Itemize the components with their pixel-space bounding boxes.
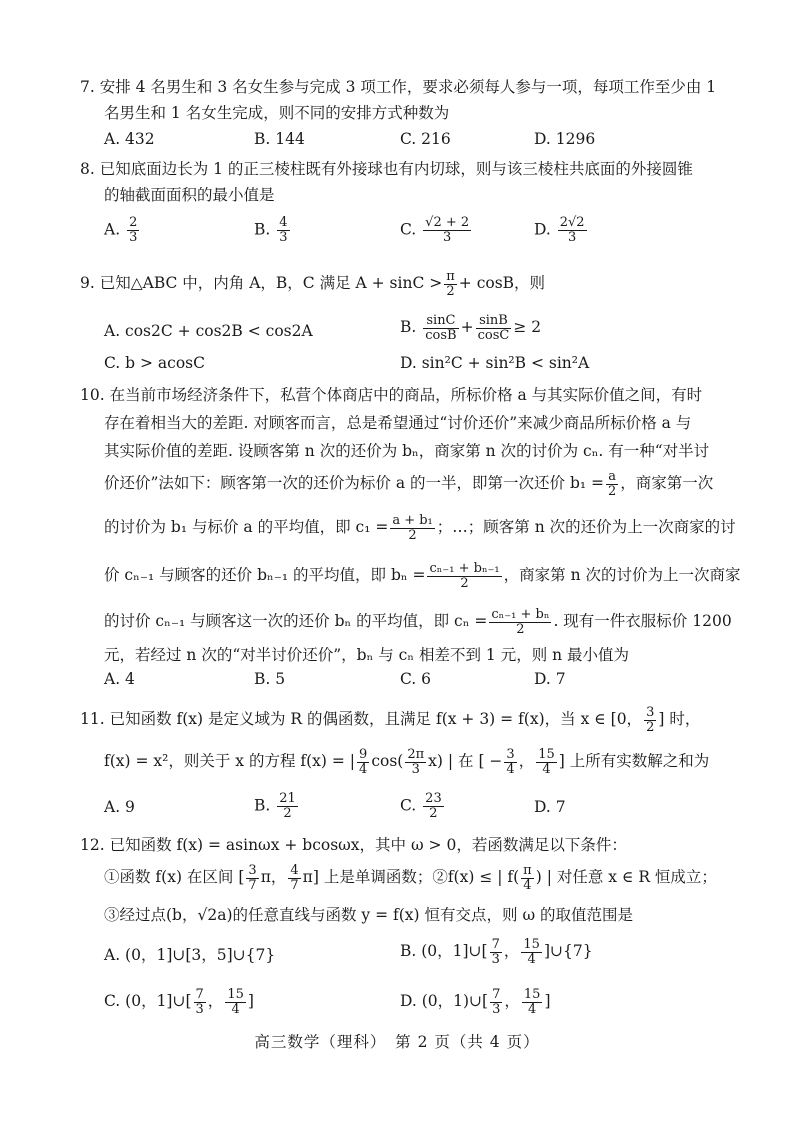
q11-option-b-num: 21 [279, 791, 296, 806]
q11-line2-frac1 [357, 748, 369, 777]
q11-line1-part1: 11. 已知函数 f(x) 是定义域为 R 的偶函数，且满足 f(x + 3) = f(x)，当 x ∈ [0， [80, 710, 643, 728]
q8-option-b-label: B. [254, 220, 271, 239]
q11-line2-frac2 [405, 748, 426, 777]
q10-line5-num: a + b₁ [392, 512, 433, 528]
q11-option-b-fraction [277, 792, 298, 821]
q8-option-a-num: 2 [129, 215, 138, 230]
q12-option-d-d2: 4 [528, 1001, 537, 1017]
q11-line1-fraction [644, 706, 656, 735]
q10-line5-den: 2 [408, 527, 417, 543]
q11-line1-den: 2 [646, 719, 655, 735]
q9-option-b-label: B. [400, 318, 417, 336]
q11-option-c-label: C. [400, 796, 417, 815]
q12-option-c-n2: 15 [227, 986, 244, 1002]
q10-line4-num: a [606, 470, 618, 485]
q11-line2-part5: ] 上所有实数解之和为 [558, 752, 710, 770]
q12-option-b-part1: B. (0，1]∪[ [400, 942, 488, 960]
q8-option-d [534, 216, 589, 245]
q10-line2: 存在着相当大的差距. 对顾客而言，总是希望通过“讨价还价”来减少商品所标价格 a 与 [104, 414, 692, 432]
q11-line2-n2: 2π [407, 746, 425, 762]
q12-option-a: A. (0，1]∪[3，5]∪{7} [104, 946, 276, 964]
q11-option-b-label: B. [254, 796, 271, 815]
q12-line2-frac2 [288, 864, 300, 893]
q12-line2-part4: ) | 对任意 x ∈ R 恒成立； [535, 868, 717, 886]
q11-line1 [80, 702, 700, 736]
q12-option-b-d1: 3 [491, 951, 500, 967]
q12-option-b-n1: 7 [491, 936, 500, 952]
q10-line7-num: cₙ₋₁ + bₙ [491, 606, 550, 622]
q11-line2-n3: 3 [506, 746, 515, 762]
q9-option-b-f2-num: sinB [476, 314, 512, 329]
q10-line6-den: 2 [460, 575, 469, 591]
q12-line2-d3: 4 [523, 877, 532, 893]
q11-option-a: A. 9 [104, 798, 135, 816]
q12-option-d [400, 984, 551, 1018]
q10-line4-part1: 价还价”法如下：顾客第一次的还价为标价 a 的一半，即第一次还价 b₁ = [104, 474, 604, 492]
q10-line1: 10. 在当前市场经济条件下，私营个体商店中的商品，所标价格 a 与其实际价值之间，有时 [80, 386, 703, 404]
q8-option-c-label: C. [400, 220, 417, 239]
q9-option-b-f2-den: cosC [477, 327, 510, 343]
q10-line7-part2: . 现有一件衣服标价 1200 [553, 612, 732, 630]
q11-option-c-fraction [423, 792, 444, 821]
q9-option-b-f1-num: sinC [423, 314, 458, 329]
q12-option-c-d1: 3 [195, 1001, 204, 1017]
q8-line1: 8. 已知底面边长为 1 的正三棱柱既有外接球也有内切球，则与该三棱柱共底面的外接圆锥 [80, 160, 693, 178]
q12-option-b-n2: 15 [523, 936, 540, 952]
q11-option-c-den: 2 [429, 806, 438, 821]
q8-option-d-fraction [558, 216, 587, 245]
q9-stem-frac-den: 2 [446, 283, 455, 299]
q9-option-d: D. sin²C + sin²B < sin²A [400, 354, 590, 372]
q12-option-c-part2: ] [247, 992, 254, 1010]
q8-option-a [104, 216, 141, 245]
q10-line4-part2: ，商家第一次 [620, 474, 714, 492]
q8-option-a-den: 3 [129, 230, 138, 245]
q12-line2-part3: π] 上是单调函数；②f(x) ≤ | f( [302, 868, 520, 886]
q10-line4-fraction [606, 470, 618, 499]
q8-option-c [400, 216, 473, 245]
q9-option-b-f1-den: cosB [425, 327, 457, 343]
q9-option-b-tail: ≥ 2 [513, 318, 542, 336]
q10-line6-part1: 价 cₙ₋₁ 与顾客的还价 bₙ₋₁ 的平均值，即 bₙ = [104, 566, 426, 584]
q12-option-b-part2: ]∪{7} [543, 942, 593, 960]
q11-line1-num: 3 [646, 704, 655, 720]
q12-option-c-part1: C. (0，1]∪[ [104, 992, 192, 1010]
q10-options [104, 670, 744, 692]
q7-options [104, 130, 744, 152]
q12-option-b-frac2 [521, 938, 542, 967]
q12-line1: 12. 已知函数 f(x) = asinωx + bcosωx，其中 ω > 0，若函数满足以下条件： [80, 836, 627, 854]
q8-options [104, 216, 744, 256]
q11-line2-part2: cos( [371, 752, 404, 770]
q8-option-c-fraction [423, 216, 471, 245]
q12-line2-d1: 7 [248, 877, 257, 893]
q8-option-c-den: 3 [443, 230, 452, 245]
q9-option-c: C. b > acosC [104, 354, 205, 372]
q12-option-d-n1: 7 [492, 986, 501, 1002]
q12-option-b-d2: 4 [527, 951, 536, 967]
q12-line2-frac1 [246, 864, 258, 893]
q9-stem [80, 266, 545, 300]
q10-line5-part2: ；…；顾客第 n 次的还价为上一次商家的讨 [436, 518, 736, 536]
q11-option-b [254, 792, 300, 821]
q10-line6 [104, 558, 740, 592]
q11-option-c-num: 23 [425, 791, 442, 806]
q9-stem-part2: + cosB，则 [458, 274, 546, 292]
q8-option-c-num: √2 + 2 [425, 215, 470, 230]
q11-line2 [104, 744, 709, 778]
q11-line2-part4: ， [518, 752, 535, 770]
q12-line2-d2: 7 [290, 877, 299, 893]
q9-stem-part1: 9. 已知△ABC 中，内角 A，B，C 满足 A + sinC > [80, 274, 443, 292]
q8-option-d-num: 2√2 [559, 215, 585, 230]
q12-option-b [400, 934, 593, 968]
q7-line2: 名男生和 1 名女生完成，则不同的安排方式种数为 [104, 104, 450, 122]
q12-line2-n3: π [523, 862, 532, 878]
q11-line2-part1: f(x) = x²，则关于 x 的方程 f(x) = | [104, 752, 356, 770]
q7-option-d: D. 1296 [534, 130, 596, 148]
q8-line2: 的轴截面面积的最小值是 [104, 186, 275, 204]
q10-line7 [104, 604, 732, 638]
q10-line5 [104, 510, 736, 544]
q11-line2-frac3 [504, 748, 516, 777]
q10-line4 [104, 466, 713, 500]
q10-line8: 元，若经过 n 次的“对半讨价还价”，bₙ 与 cₙ 相差不到 1 元，则 n 最小值为 [104, 646, 630, 664]
q10-option-a: A. 4 [104, 670, 135, 688]
q9-option-b [400, 310, 541, 344]
q12-option-b-frac1 [490, 938, 502, 967]
q10-line6-part2: ，商家第 n 次的讨价为上一次商家 [503, 566, 741, 584]
q8-option-a-label: A. [104, 220, 121, 239]
q10-line7-fraction [489, 608, 551, 637]
q12-option-c-d2: 4 [231, 1001, 240, 1017]
q8-option-d-label: D. [534, 220, 551, 239]
q9-option-b-frac1 [423, 314, 458, 343]
q11-line2-d3: 4 [506, 761, 515, 777]
q10-line7-den: 2 [516, 621, 525, 637]
q12-option-c-n1: 7 [195, 986, 204, 1002]
q12-option-d-frac1 [490, 988, 502, 1017]
q12-option-b-sep: ， [503, 942, 520, 960]
q11-line1-part2: ] 时， [658, 710, 701, 728]
q12-line2-part2: π， [260, 868, 287, 886]
q12-option-c-frac2 [225, 988, 246, 1017]
q10-line6-num: cₙ₋₁ + bₙ₋₁ [429, 560, 500, 576]
q8-option-b-fraction [277, 216, 289, 245]
q11-options [104, 792, 744, 828]
q9-option-a: A. cos2C + cos2B < cos2A [104, 322, 313, 340]
q10-line5-part1: 的讨价为 b₁ 与标价 a 的平均值，即 c₁ = [104, 518, 389, 536]
q11-line2-d4: 4 [542, 761, 551, 777]
q10-line5-fraction [390, 514, 434, 543]
q12-option-d-n2: 15 [523, 986, 541, 1002]
q12-line2-part1: ①函数 f(x) 在区间 [ [104, 868, 245, 886]
q10-option-b: B. 5 [254, 670, 286, 688]
q12-option-c-frac1 [194, 988, 206, 1017]
q12-option-c-sep: ， [207, 992, 224, 1010]
q9-option-b-plus: + [460, 318, 474, 336]
q11-line2-d1: 4 [359, 761, 368, 777]
q9-stem-fraction [444, 270, 457, 299]
q12-line2-n1: 3 [248, 862, 257, 878]
q12-option-d-frac2 [522, 988, 543, 1017]
q12-line2-n2: 4 [290, 862, 299, 878]
q7-line1: 7. 安排 4 名男生和 3 名女生参与完成 3 项工作，要求必须每人参与一项，每项工作至少由 1 [80, 78, 717, 96]
q10-option-c: C. 6 [400, 670, 432, 688]
q7-option-c: C. 216 [400, 130, 451, 148]
q12-option-d-part2: ] [544, 992, 551, 1010]
q11-line2-n1: 9 [359, 746, 368, 762]
q12-line3: ③经过点(b，√2a)的任意直线与函数 y = f(x) 恒有交点，则 ω 的取值范围是 [104, 906, 634, 924]
q11-option-d: D. 7 [534, 798, 566, 816]
q12-option-d-d1: 3 [492, 1001, 501, 1017]
q8-option-a-fraction [127, 216, 139, 245]
page-footer: 高三数学（理科） 第 2 页（共 4 页） [254, 1033, 540, 1051]
q7-option-b: B. 144 [254, 130, 305, 148]
q12-option-d-part1: D. (0，1)∪[ [400, 992, 489, 1010]
q12-line2 [104, 860, 717, 894]
q11-option-b-den: 2 [283, 806, 292, 821]
q11-option-c [400, 792, 446, 821]
q10-line3: 其实际价值的差距. 设顾客第 n 次的还价为 bₙ，商家第 n 次的讨价为 cₙ. 有一种“对半讨 [104, 442, 710, 460]
q10-line6-fraction [427, 562, 501, 591]
q11-line2-d2: 3 [411, 761, 420, 777]
q12-line2-frac3 [521, 864, 534, 893]
q10-option-d: D. 7 [534, 670, 566, 688]
q9-option-b-frac2 [476, 314, 512, 343]
q9-stem-frac-num: π [446, 268, 455, 284]
q12-option-d-sep: ， [504, 992, 520, 1010]
q12-option-c [104, 984, 254, 1018]
q7-option-a: A. 432 [104, 130, 155, 148]
q10-line4-den: 2 [608, 483, 617, 499]
q8-option-b-num: 4 [279, 215, 288, 230]
q11-line2-part3: x) | 在 [ − [428, 752, 503, 770]
q8-option-b-den: 3 [279, 230, 288, 245]
q8-option-d-den: 3 [568, 230, 577, 245]
q8-option-b [254, 216, 292, 245]
q10-line7-part1: 的讨价 cₙ₋₁ 与顾客这一次的还价 bₙ 的平均值，即 cₙ = [104, 612, 488, 630]
q11-line2-frac4 [536, 748, 557, 777]
q11-line2-n4: 15 [538, 746, 555, 762]
